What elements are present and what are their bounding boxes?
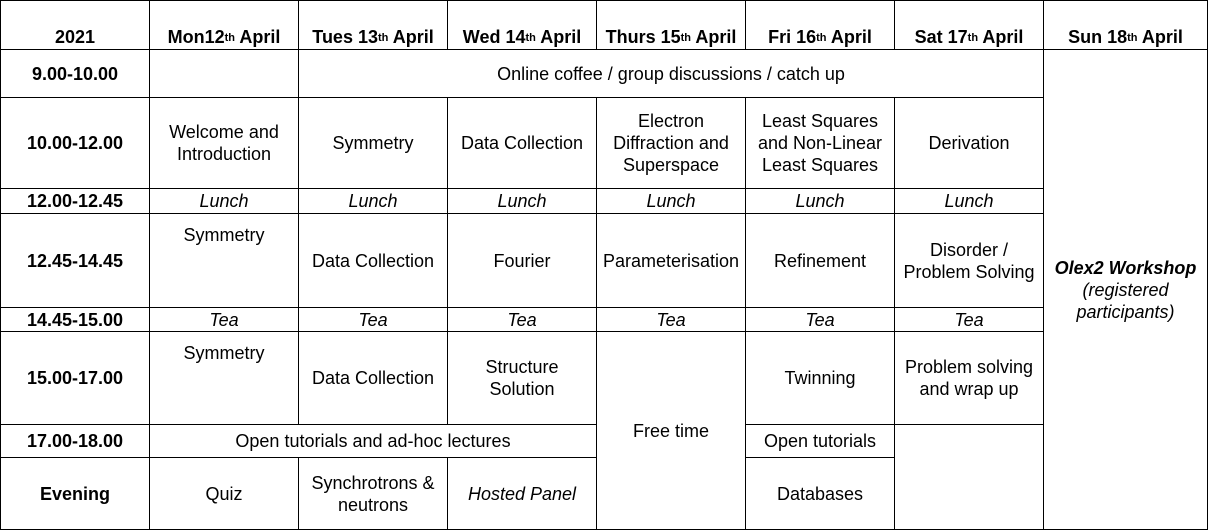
time-label: 9.00-10.00 (1, 50, 150, 98)
session-cell: Parameterisation (597, 214, 746, 308)
session-cell: Twinning (746, 332, 895, 425)
empty-cell (895, 425, 1044, 530)
session-cell: Electron Diffraction and Superspace (597, 98, 746, 189)
session-cell: Quiz (150, 458, 299, 530)
tea-cell: Tea (746, 308, 895, 332)
workshop-note: (registered participants) (1076, 279, 1175, 322)
session-cell: Refinement (746, 214, 895, 308)
schedule-row (1, 189, 1208, 214)
tea-cell: Tea (597, 308, 746, 332)
session-cell: Structure Solution (448, 332, 597, 425)
session-cell: Data Collection (299, 214, 448, 308)
session-cell: Data Collection (448, 98, 597, 189)
session-cell: Synchrotrons & neutrons (299, 458, 448, 530)
lunch-cell: Lunch (746, 189, 895, 214)
session-cell: Welcome and Introduction (150, 98, 299, 189)
session-cell: Least Squares and Non-Linear Least Squares (746, 98, 895, 189)
free-time-cell: Free time (597, 332, 746, 530)
session-cell: Open tutorials and ad-hoc lectures (150, 425, 597, 458)
session-cell: Fourier (448, 214, 597, 308)
tea-cell: Tea (448, 308, 597, 332)
schedule-row (1, 50, 1208, 98)
schedule-row (1, 308, 1208, 332)
lunch-cell: Lunch (597, 189, 746, 214)
session-cell: Hosted Panel (448, 458, 597, 530)
schedule-row (1, 332, 1208, 425)
schedule-row (1, 214, 1208, 308)
lunch-cell: Lunch (448, 189, 597, 214)
session-cell: Symmetry (299, 98, 448, 189)
time-label: 12.00-12.45 (1, 189, 150, 214)
session-cell: Disorder / Problem Solving (895, 214, 1044, 308)
time-label: 12.45-14.45 (1, 214, 150, 308)
lunch-cell: Lunch (895, 189, 1044, 214)
workshop-title: Olex2 Workshop (1054, 257, 1197, 278)
session-cell: Symmetry (150, 332, 299, 425)
day-header-thu: Thurs 15th April (597, 1, 746, 50)
time-label: 15.00-17.00 (1, 332, 150, 425)
day-header-sun: Sun 18th April (1044, 1, 1208, 50)
session-cell: Problem solving and wrap up (895, 332, 1044, 425)
empty-cell (150, 50, 299, 98)
tea-cell: Tea (299, 308, 448, 332)
header-row (1, 1, 1208, 50)
session-cell: Databases (746, 458, 895, 530)
time-label: Evening (1, 458, 150, 530)
day-header-fri: Fri 16th April (746, 1, 895, 50)
lunch-cell: Lunch (299, 189, 448, 214)
session-cell: Online coffee / group discussions / catch up (299, 50, 1044, 98)
tea-cell: Tea (150, 308, 299, 332)
tea-cell: Tea (895, 308, 1044, 332)
day-header-sat: Sat 17th April (895, 1, 1044, 50)
schedule-row (1, 98, 1208, 189)
year-header: 2021 (1, 1, 150, 50)
session-cell: Data Collection (299, 332, 448, 425)
day-header-mon: Mon12th April (150, 1, 299, 50)
time-label: 14.45-15.00 (1, 308, 150, 332)
sunday-workshop-cell (1044, 50, 1208, 530)
session-cell: Derivation (895, 98, 1044, 189)
time-label: 17.00-18.00 (1, 425, 150, 458)
time-label: 10.00-12.00 (1, 98, 150, 189)
session-cell: Symmetry (150, 214, 299, 308)
lunch-cell: Lunch (150, 189, 299, 214)
day-header-tue: Tues 13th April (299, 1, 448, 50)
day-header-wed: Wed 14th April (448, 1, 597, 50)
session-cell: Open tutorials (746, 425, 895, 458)
